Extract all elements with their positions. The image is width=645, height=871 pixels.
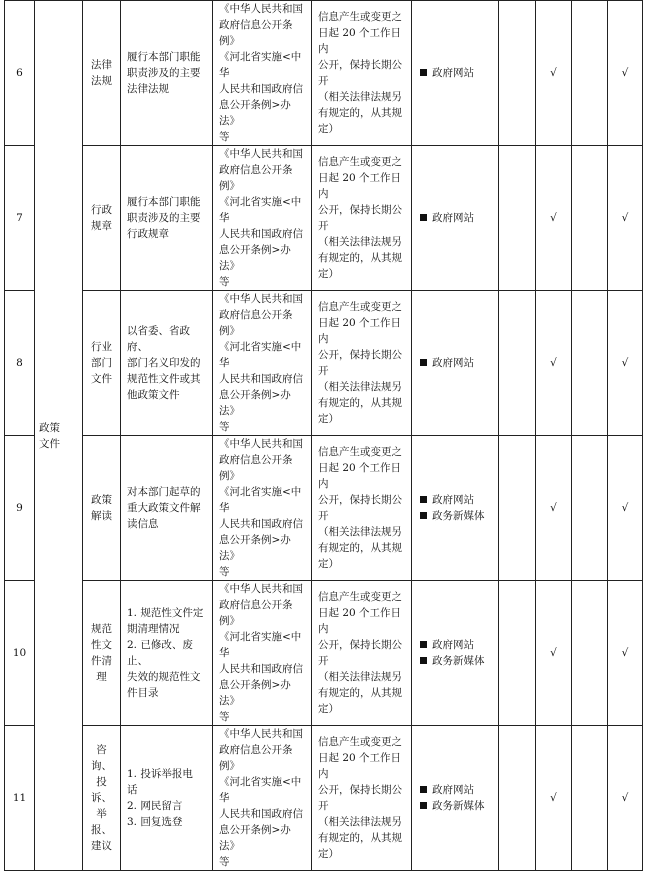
empty-cell bbox=[499, 291, 536, 436]
disclosure-channels bbox=[412, 1, 499, 146]
check-mark-cell: √ bbox=[536, 726, 572, 871]
channel-entry: 政府网站 bbox=[420, 65, 498, 81]
table-row bbox=[5, 436, 643, 581]
item-name: 政策 解读 bbox=[83, 436, 121, 581]
check-mark-cell: √ bbox=[536, 436, 572, 581]
check-mark-cell: √ bbox=[536, 581, 572, 726]
table-row bbox=[5, 291, 643, 436]
check-mark-cell: √ bbox=[608, 581, 643, 726]
time-limit: 信息产生或变更之 日起 20 个工作日内 公开，保持长期公开 （相关法律法规另 有规定的，从其规 定） bbox=[312, 291, 412, 436]
check-mark-cell: √ bbox=[608, 436, 643, 581]
item-name: 法律 法规 bbox=[83, 1, 121, 146]
disclosure-channels bbox=[412, 436, 499, 581]
item-content: 以省委、省政府、 部门名义印发的 规范性文件或其 他政策文件 bbox=[121, 291, 213, 436]
row-number: 6 bbox=[5, 1, 35, 146]
category-cell: 政策 文件 bbox=[35, 1, 83, 871]
legal-basis: 《中华人民共和国 政府信息公开条例》 《河北省实施<中华 人民共和国政府信 息公开条例>办法》 等 bbox=[213, 581, 312, 726]
item-content: 履行本部门职能 职责涉及的主要 法律法规 bbox=[121, 1, 213, 146]
disclosure-table bbox=[4, 0, 643, 871]
square-bullet-icon bbox=[420, 786, 427, 793]
square-bullet-icon bbox=[420, 512, 427, 519]
channel-entry: 政府网站 bbox=[420, 782, 498, 798]
empty-cell bbox=[499, 436, 536, 581]
channel-entry: 政府网站 bbox=[420, 210, 498, 226]
legal-basis: 《中华人民共和国 政府信息公开条例》 《河北省实施<中华 人民共和国政府信 息公开条例>办法》 等 bbox=[213, 726, 312, 871]
disclosure-channels bbox=[412, 581, 499, 726]
check-mark-cell: √ bbox=[608, 726, 643, 871]
table-row bbox=[5, 1, 643, 146]
row-number: 11 bbox=[5, 726, 35, 871]
row-number: 7 bbox=[5, 146, 35, 291]
check-mark-cell: √ bbox=[608, 1, 643, 146]
check-mark-cell: √ bbox=[536, 1, 572, 146]
item-name: 规范 性文 件清 理 bbox=[83, 581, 121, 726]
legal-basis: 《中华人民共和国 政府信息公开条例》 《河北省实施<中华 人民共和国政府信 息公开条例>办法》 等 bbox=[213, 436, 312, 581]
legal-basis: 《中华人民共和国 政府信息公开条例》 《河北省实施<中华 人民共和国政府信 息公开条例>办法》 等 bbox=[213, 291, 312, 436]
channel-entry: 政务新媒体 bbox=[420, 653, 498, 669]
empty-cell bbox=[572, 581, 608, 726]
item-name: 行政 规章 bbox=[83, 146, 121, 291]
empty-cell bbox=[572, 726, 608, 871]
channel-entry: 政务新媒体 bbox=[420, 508, 498, 524]
item-name: 咨询、 投诉、 举报、 建议 bbox=[83, 726, 121, 871]
channel-entry: 政府网站 bbox=[420, 355, 498, 371]
square-bullet-icon bbox=[420, 657, 427, 664]
time-limit: 信息产生或变更之 日起 20 个工作日内 公开，保持长期公开 （相关法律法规另 有规定的，从其规 定） bbox=[312, 581, 412, 726]
table-row bbox=[5, 581, 643, 726]
row-number: 8 bbox=[5, 291, 35, 436]
empty-cell bbox=[572, 436, 608, 581]
empty-cell bbox=[572, 1, 608, 146]
square-bullet-icon bbox=[420, 641, 427, 648]
channel-entry: 政务新媒体 bbox=[420, 798, 498, 814]
channel-entry: 政府网站 bbox=[420, 492, 498, 508]
item-content: 1. 规范性文件定 期清理情况 2. 已修改、废止、 失效的规范性文 件目录 bbox=[121, 581, 213, 726]
channel-entry: 政府网站 bbox=[420, 637, 498, 653]
legal-basis: 《中华人民共和国 政府信息公开条例》 《河北省实施<中华 人民共和国政府信 息公开条例>办法》 等 bbox=[213, 146, 312, 291]
square-bullet-icon bbox=[420, 496, 427, 503]
disclosure-channels bbox=[412, 726, 499, 871]
empty-cell bbox=[499, 581, 536, 726]
item-content: 1. 投诉举报电 话 2. 网民留言 3. 回复选登 bbox=[121, 726, 213, 871]
check-mark-cell: √ bbox=[536, 146, 572, 291]
item-content: 对本部门起草的 重大政策文件解 读信息 bbox=[121, 436, 213, 581]
time-limit: 信息产生或变更之 日起 20 个工作日内 公开，保持长期公开 （相关法律法规另 有规定的，从其规 定） bbox=[312, 726, 412, 871]
table-row bbox=[5, 146, 643, 291]
row-number: 9 bbox=[5, 436, 35, 581]
check-mark-cell: √ bbox=[608, 291, 643, 436]
empty-cell bbox=[499, 1, 536, 146]
empty-cell bbox=[499, 726, 536, 871]
legal-basis: 《中华人民共和国 政府信息公开条例》 《河北省实施<中华 人民共和国政府信 息公开条例>办法》 等 bbox=[213, 1, 312, 146]
square-bullet-icon bbox=[420, 69, 427, 76]
square-bullet-icon bbox=[420, 359, 427, 366]
square-bullet-icon bbox=[420, 802, 427, 809]
time-limit: 信息产生或变更之 日起 20 个工作日内 公开，保持长期公开 （相关法律法规另 有规定的，从其规 定） bbox=[312, 1, 412, 146]
check-mark-cell: √ bbox=[608, 146, 643, 291]
item-name: 行业 部门 文件 bbox=[83, 291, 121, 436]
time-limit: 信息产生或变更之 日起 20 个工作日内 公开，保持长期公开 （相关法律法规另 有规定的，从其规 定） bbox=[312, 436, 412, 581]
time-limit: 信息产生或变更之 日起 20 个工作日内 公开，保持长期公开 （相关法律法规另 有规定的，从其规 定） bbox=[312, 146, 412, 291]
check-mark-cell: √ bbox=[536, 291, 572, 436]
disclosure-channels bbox=[412, 291, 499, 436]
square-bullet-icon bbox=[420, 214, 427, 221]
item-content: 履行本部门职能 职责涉及的主要 行政规章 bbox=[121, 146, 213, 291]
row-number: 10 bbox=[5, 581, 35, 726]
empty-cell bbox=[572, 146, 608, 291]
empty-cell bbox=[572, 291, 608, 436]
table-row bbox=[5, 726, 643, 871]
disclosure-channels bbox=[412, 146, 499, 291]
empty-cell bbox=[499, 146, 536, 291]
